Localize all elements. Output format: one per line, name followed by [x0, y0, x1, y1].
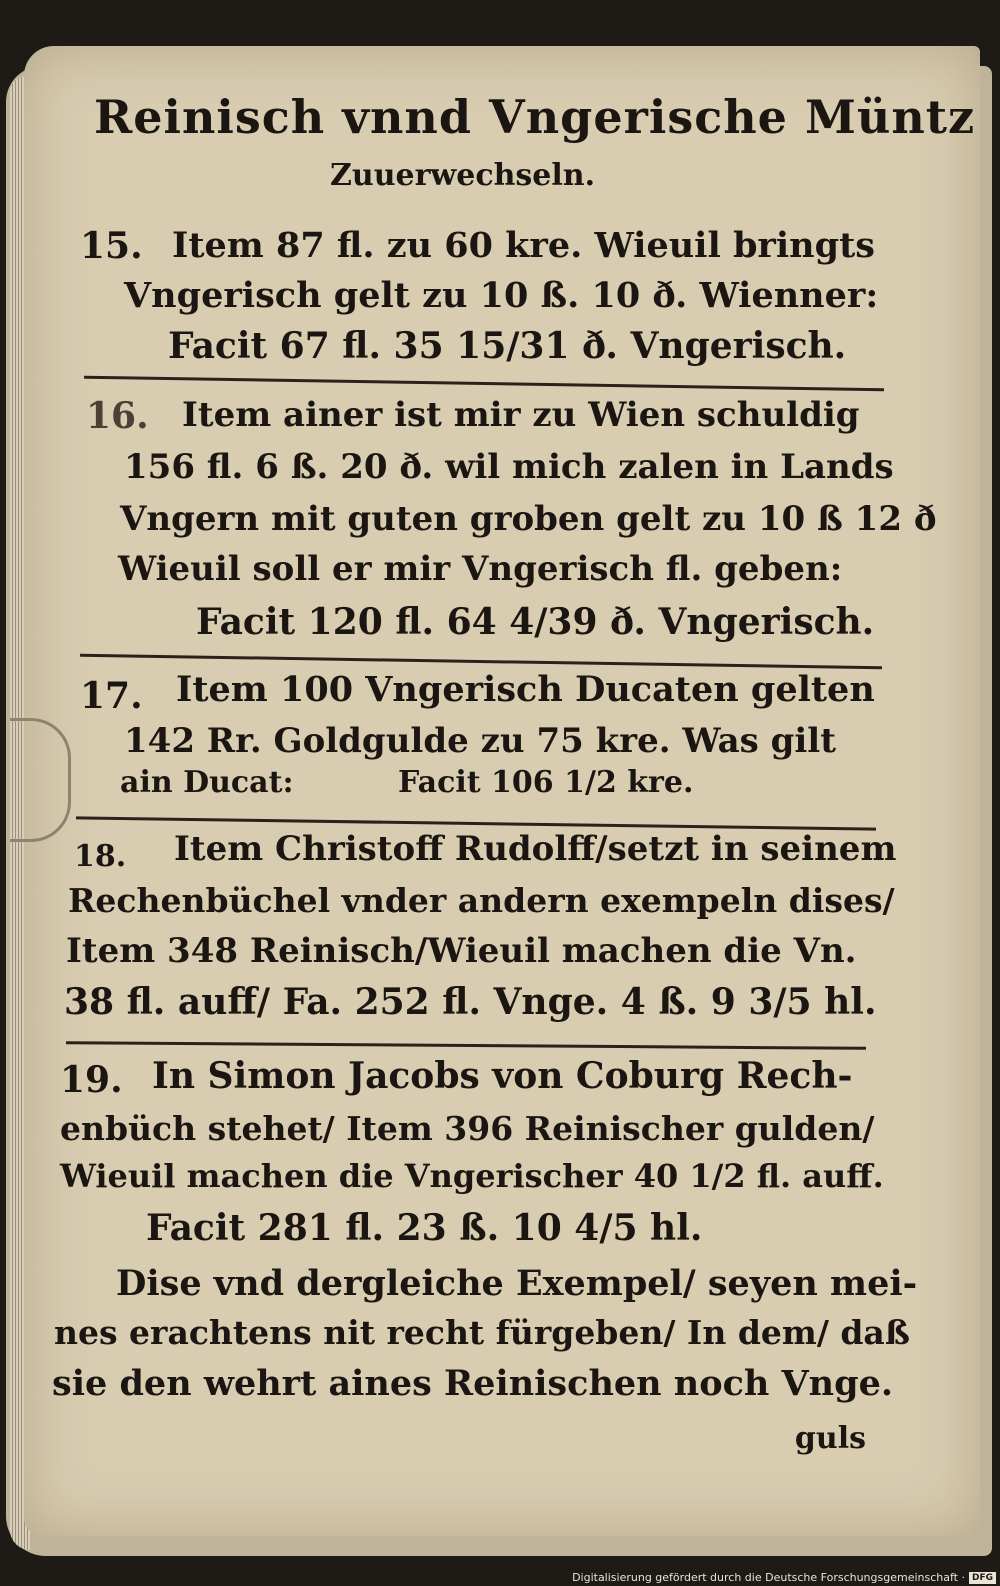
- closing-line-3: sie den wehrt aines Reinischen noch Vnge.: [52, 1363, 894, 1404]
- entry-15-line-1: Item 87 fl. zu 60 kre. Wieuil bringts: [172, 225, 875, 266]
- entry-16-line-2: 156 fl. 6 ß. 20 ð. wil mich zalen in Lands: [124, 447, 894, 487]
- entry-18-line-1: Item Christoff Rudolff/setzt in seinem: [174, 829, 897, 869]
- entry-15-line-3: Facit 67 fl. 35 15/31 ð. Vngerisch.: [168, 325, 847, 367]
- entry-16-line-4: Wieuil soll er mir Vngerisch fl. geben:: [118, 549, 843, 589]
- entry-19-number: 19.: [60, 1059, 123, 1101]
- entry-19-line-3: Wieuil machen die Vngerischer 40 1/2 fl. auff.: [60, 1157, 884, 1195]
- entry-16-line-5: Facit 120 fl. 64 4/39 ð. Vngerisch.: [196, 601, 875, 643]
- dfg-logo: DFG: [969, 1572, 996, 1584]
- entry-19-line-4: Facit 281 fl. 23 ß. 10 4/5 hl.: [146, 1207, 703, 1249]
- entry-18-line-2: Rechenbüchel vnder andern exempeln dises/: [68, 881, 895, 920]
- page-subheading: Zuuerwechseln.: [330, 158, 596, 193]
- entry-15-number: 15.: [80, 225, 143, 267]
- entry-19-line-2: enbüch stehet/ Item 396 Reinischer gulden/: [60, 1109, 875, 1148]
- closing-line-2: nes erachtens nit recht fürgeben/ In dem/ daß: [54, 1313, 910, 1352]
- footer-text: Digitalisierung gefördert durch die Deutsche Forschungsgemeinschaft ·: [572, 1571, 965, 1584]
- entry-15-line-2: Vngerisch gelt zu 10 ß. 10 ð. Wienner:: [124, 275, 879, 316]
- entry-19-line-1: In Simon Jacobs von Coburg Rech-: [152, 1055, 853, 1097]
- entry-16-number: 16.: [86, 395, 149, 437]
- page-heading: Reinisch vnnd Vngerische Müntz: [94, 90, 976, 144]
- entry-17-line-1: Item 100 Vngerisch Ducaten gelten: [176, 669, 875, 710]
- entry-18-number: 18.: [74, 839, 127, 874]
- entry-17-line-3: ain Ducat: Facit 106 1/2 kre.: [120, 765, 694, 800]
- page-clip: [10, 718, 71, 842]
- entry-16-line-1: Item ainer ist mir zu Wien schuldig: [182, 395, 860, 435]
- entry-17-number: 17.: [80, 675, 143, 717]
- closing-line-1: Dise vnd dergleiche Exempel/ seyen mei-: [116, 1263, 918, 1304]
- digitization-footer: [572, 1571, 996, 1584]
- entry-17-line-2: 142 Rr. Goldgulde zu 75 kre. Was gilt: [124, 721, 836, 761]
- catchword: guls: [794, 1421, 866, 1456]
- entry-18-line-3: Item 348 Reinisch/Wieuil machen die Vn.: [66, 931, 857, 971]
- entry-18-line-4: 38 fl. auff/ Fa. 252 fl. Vnge. 4 ß. 9 3/5 hl.: [64, 981, 877, 1023]
- entry-16-line-3: Vngern mit guten groben gelt zu 10 ß 12 ð: [120, 499, 937, 539]
